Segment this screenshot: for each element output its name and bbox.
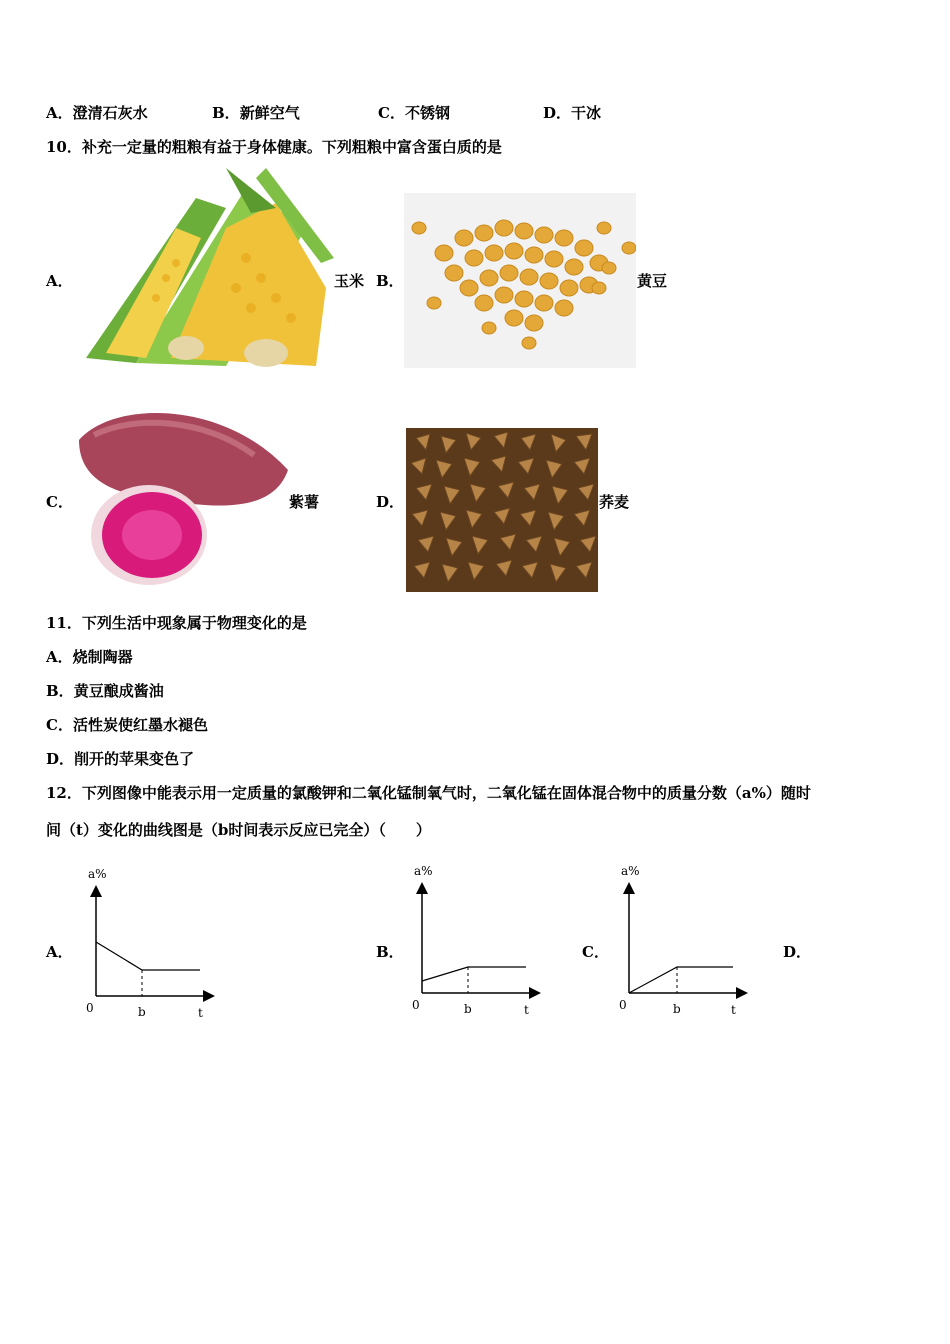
q10-option-b-letter: B． — [376, 272, 404, 290]
graph-b-ylabel: a% — [414, 864, 433, 878]
q10-option-a-label: 玉米 — [334, 272, 365, 290]
q12-option-d-letter: D． — [783, 943, 812, 961]
buckwheat-image — [406, 428, 598, 592]
graph-b-b-tick: b — [464, 1002, 472, 1016]
graph-b — [404, 857, 554, 1022]
q10-option-d-label: 荞麦 — [599, 493, 630, 511]
prev-option-a: A．澄清石灰水 — [46, 104, 148, 122]
q11-option-d: D．削开的苹果变色了 — [46, 750, 195, 768]
graph-b-xlabel: t — [524, 1003, 529, 1017]
q12-stem-line1: 12．下列图像中能表示用一定质量的氯酸钾和二氧化锰制氧气时，二氧化锰在固体混合物中的质量分数（a%）随时 — [46, 784, 811, 802]
graph-c-origin: 0 — [619, 998, 627, 1012]
soybean-image — [404, 193, 636, 368]
graph-c-xlabel: t — [731, 1003, 736, 1017]
q12-option-c-letter: C． — [582, 943, 609, 961]
q10-option-c-letter: C． — [46, 493, 73, 511]
q10-option-a-letter: A． — [46, 272, 73, 290]
graph-c-b-tick: b — [673, 1002, 681, 1016]
q11-option-a: A．烧制陶器 — [46, 648, 133, 666]
q12-stem-line2: 间（t）变化的曲线图是（b时间表示反应已完全）（ ） — [46, 821, 431, 839]
prev-option-c: C．不锈钢 — [378, 104, 450, 122]
q12-option-a-letter: A． — [46, 943, 73, 961]
q12-option-b-letter: B． — [376, 943, 404, 961]
graph-a-origin: 0 — [86, 1001, 94, 1015]
graph-a-xlabel: t — [198, 1006, 203, 1020]
graph-a — [78, 860, 228, 1025]
q10-option-b-label: 黄豆 — [637, 272, 668, 290]
q11-option-c: C．活性炭使红墨水褪色 — [46, 716, 208, 734]
graph-c — [611, 857, 761, 1022]
graph-b-origin: 0 — [412, 998, 420, 1012]
corn-image — [76, 168, 334, 368]
prev-option-d: D．干冰 — [543, 104, 602, 122]
graph-a-b-tick: b — [138, 1005, 146, 1019]
graph-c-ylabel: a% — [621, 864, 640, 878]
q10-stem: 10．补充一定量的粗粮有益于身体健康。下列粗粮中富含蛋白质的是 — [46, 138, 502, 156]
purple-sweet-potato-image — [74, 400, 288, 592]
prev-option-b: B．新鲜空气 — [212, 104, 300, 122]
q10-option-d-letter: D． — [376, 493, 405, 511]
q11-stem: 11．下列生活中现象属于物理变化的是 — [46, 614, 307, 632]
graph-a-ylabel: a% — [88, 867, 107, 881]
q11-option-b: B．黄豆酿成酱油 — [46, 682, 164, 700]
q10-option-c-label: 紫薯 — [289, 493, 320, 511]
